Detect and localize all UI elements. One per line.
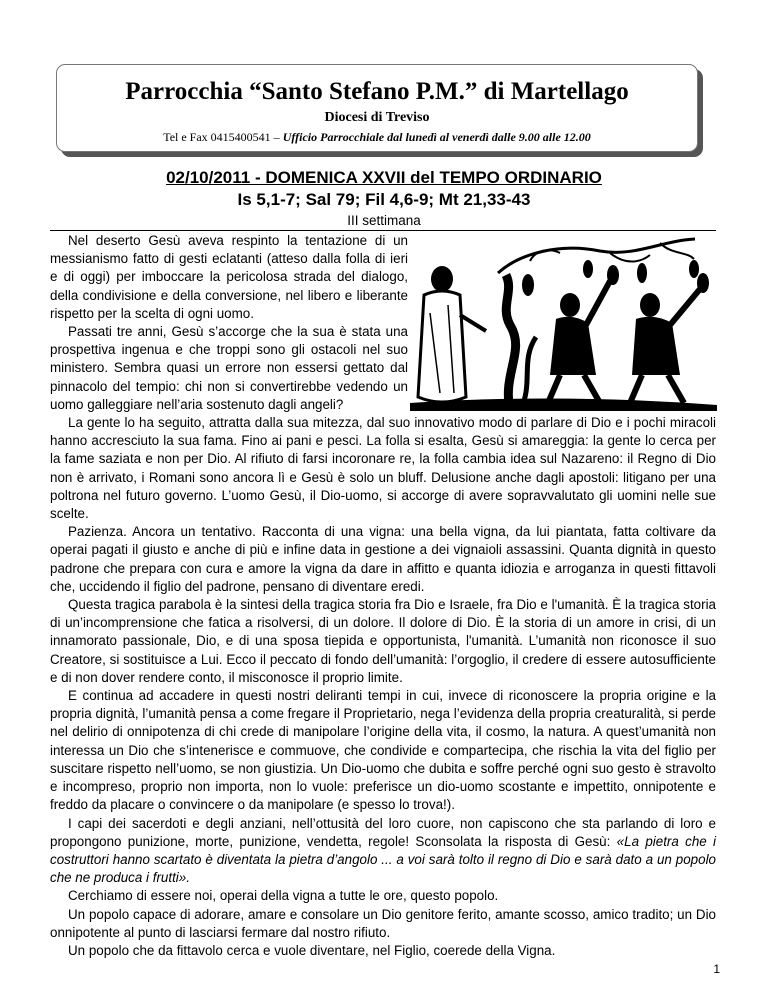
- liturgy-date-title: 02/10/2011 - DOMENICA XXVII del TEMPO ORDINARIO: [166, 168, 602, 187]
- gospel-quote: «La pietra che i costruttori hanno scartato è diventata la pietra d’angolo ... a voi sarà tolto il regno di Dio e sarà dato a un popolo che ne produca i frutti».: [50, 833, 716, 886]
- title-divider: [50, 230, 716, 231]
- contact-line: [57, 129, 697, 145]
- office-hours: Ufficio Parrocchiale dal lunedì al venerdì dalle 9.00 alle 12.00: [282, 130, 591, 144]
- diocese-name: Diocesi di Treviso: [324, 110, 430, 125]
- paragraph: Questa tragica parabola è la sintesi della tragica storia fra Dio e Israele, fra Dio e l'umanità. È la tragica storia di un’incomprensione che fatica a risolversi, di un dolore. Il dolore di Dio. È la storia di un amore in crisi, di un innamorato passionale, Dio, e di una sposa tiepida e opportunista, l'umanità. L’umanità non riconosce il suo Creatore, si sostituisce a Lui. Ecco il peccato di fondo dell’umanità: l’orgoglio, il credere di essere autosufficiente e di non dover rendere conto, il misconosce il proprio limite.: [50, 597, 716, 685]
- paragraph-text: I capi dei sacerdoti e degli anziani, nell’ottusità del loro cuore, non capiscono che sta parlando di loro e propongono punizione, morte, punizione, vendetta, regole! Sconsolata la risposta di Gesù:: [50, 815, 716, 849]
- paragraph: La gente lo ha seguito, attratta dalla sua mitezza, dal suo innovativo modo di parlare di Dio e i pochi miracoli hanno accresciuto la sua fama. Fino ai pani e pesci. La folla si esalta, Gesù si amareggia: la gente lo cerca per la fame saziata e non per Dio. Al rifiuto di farsi incoronare re, la folla cambia idea sul Nazareno: il Regno di Dio non è arrivato, i Romani sono ancora lì e Gesù è solo un bluff. Delusione anche dagli apostoli: litigano per una poltrona nel futuro governo. L’uomo Gesù, il Dio-uomo, si accorge di avere sopravvalutato gli uomini nelle sue scelte.: [50, 415, 716, 522]
- parish-header: [56, 64, 698, 152]
- paragraph: Cerchiamo di essere noi, operai della vigna a tutte le ore, questo popolo.: [68, 888, 499, 904]
- article-body: [50, 232, 716, 960]
- paragraph: Un popolo capace di adorare, amare e consolare un Dio genitore ferito, amante scosso, amico tradito; un Dio onnipotente al punto di lasciarsi fermare dal nostro rifiuto.: [50, 906, 716, 940]
- page-number: 1: [713, 962, 720, 976]
- paragraph: [50, 815, 716, 888]
- week-subtitle: III settimana: [347, 213, 421, 228]
- parish-title: Parrocchia “Santo Stefano P.M.” di Martellago: [125, 78, 629, 105]
- paragraph: Nel deserto Gesù aveva respinto la tentazione di un messianismo fatto di gesti eclatanti (atteso dalla folla di ieri e di oggi) per imboccare la pericolosa strada del dialogo, della condivisione e della conversione, nel libero e liberante rispetto per la scelta di ogni uomo.: [50, 233, 408, 321]
- paragraph: Pazienza. Ancora un tentativo. Racconta di una vigna: una bella vigna, da lui piantata, fatta coltivare da operai pagati il giusto e anche di più e infine data in gestione a dei vignaioli assassini. Quanta dignità in questo padrone che prepara con cura e amore la vigna da dare in affitto e quanta idiozia e arroganza in questi fittavoli che, uccidendo il figlio del padrone, pensano di diventare eredi.: [50, 524, 716, 594]
- paragraph: Passati tre anni, Gesù s’accorge che la sua è stata una prospettiva ingenua e che troppi sono gli ostacoli nel suo ministero. Sembra quasi un errore non essersi gettato dal pinnacolo del tempio: chi non si convertirebbe vedendo un uomo galleggiare nell’aria sostenuto dagli angeli?: [50, 324, 408, 412]
- readings-title: Is 5,1-7; Sal 79; Fil 4,6-9; Mt 21,33-43: [237, 190, 531, 209]
- paragraph: E continua ad accadere in questi nostri deliranti tempi in cui, invece di riconoscere la propria origine e la propria dignità, l’umanità pensa a come fregare il Proprietario, nega l’evidenza della propria creaturalità, si perde nel delirio di onnipotenza di chi crede di manipolare l’origine della vita, il cosmo, la natura. A quest’umanità non interessa un Dio che s’intenerisce e commuove, che condivide e compartecipa, che rischia la vita del figlio per suscitare rispetto nell’uomo, se non giustizia. Un Dio-uomo che dubita e soffre perché ogni suo gesto è stravolto e incompreso, proprio non importa, non lo vuole: preferisce un dio-uomo scostante e impettito, onnipotente e freddo da placare o convincere o da manipolare (e spesso lo trova!).: [50, 688, 716, 813]
- paragraph: Un popolo che da fittavolo cerca e vuole diventare, nel Figlio, coerede della Vigna.: [68, 942, 556, 958]
- contact-phone: Tel e Fax 0415400541 –: [163, 130, 283, 144]
